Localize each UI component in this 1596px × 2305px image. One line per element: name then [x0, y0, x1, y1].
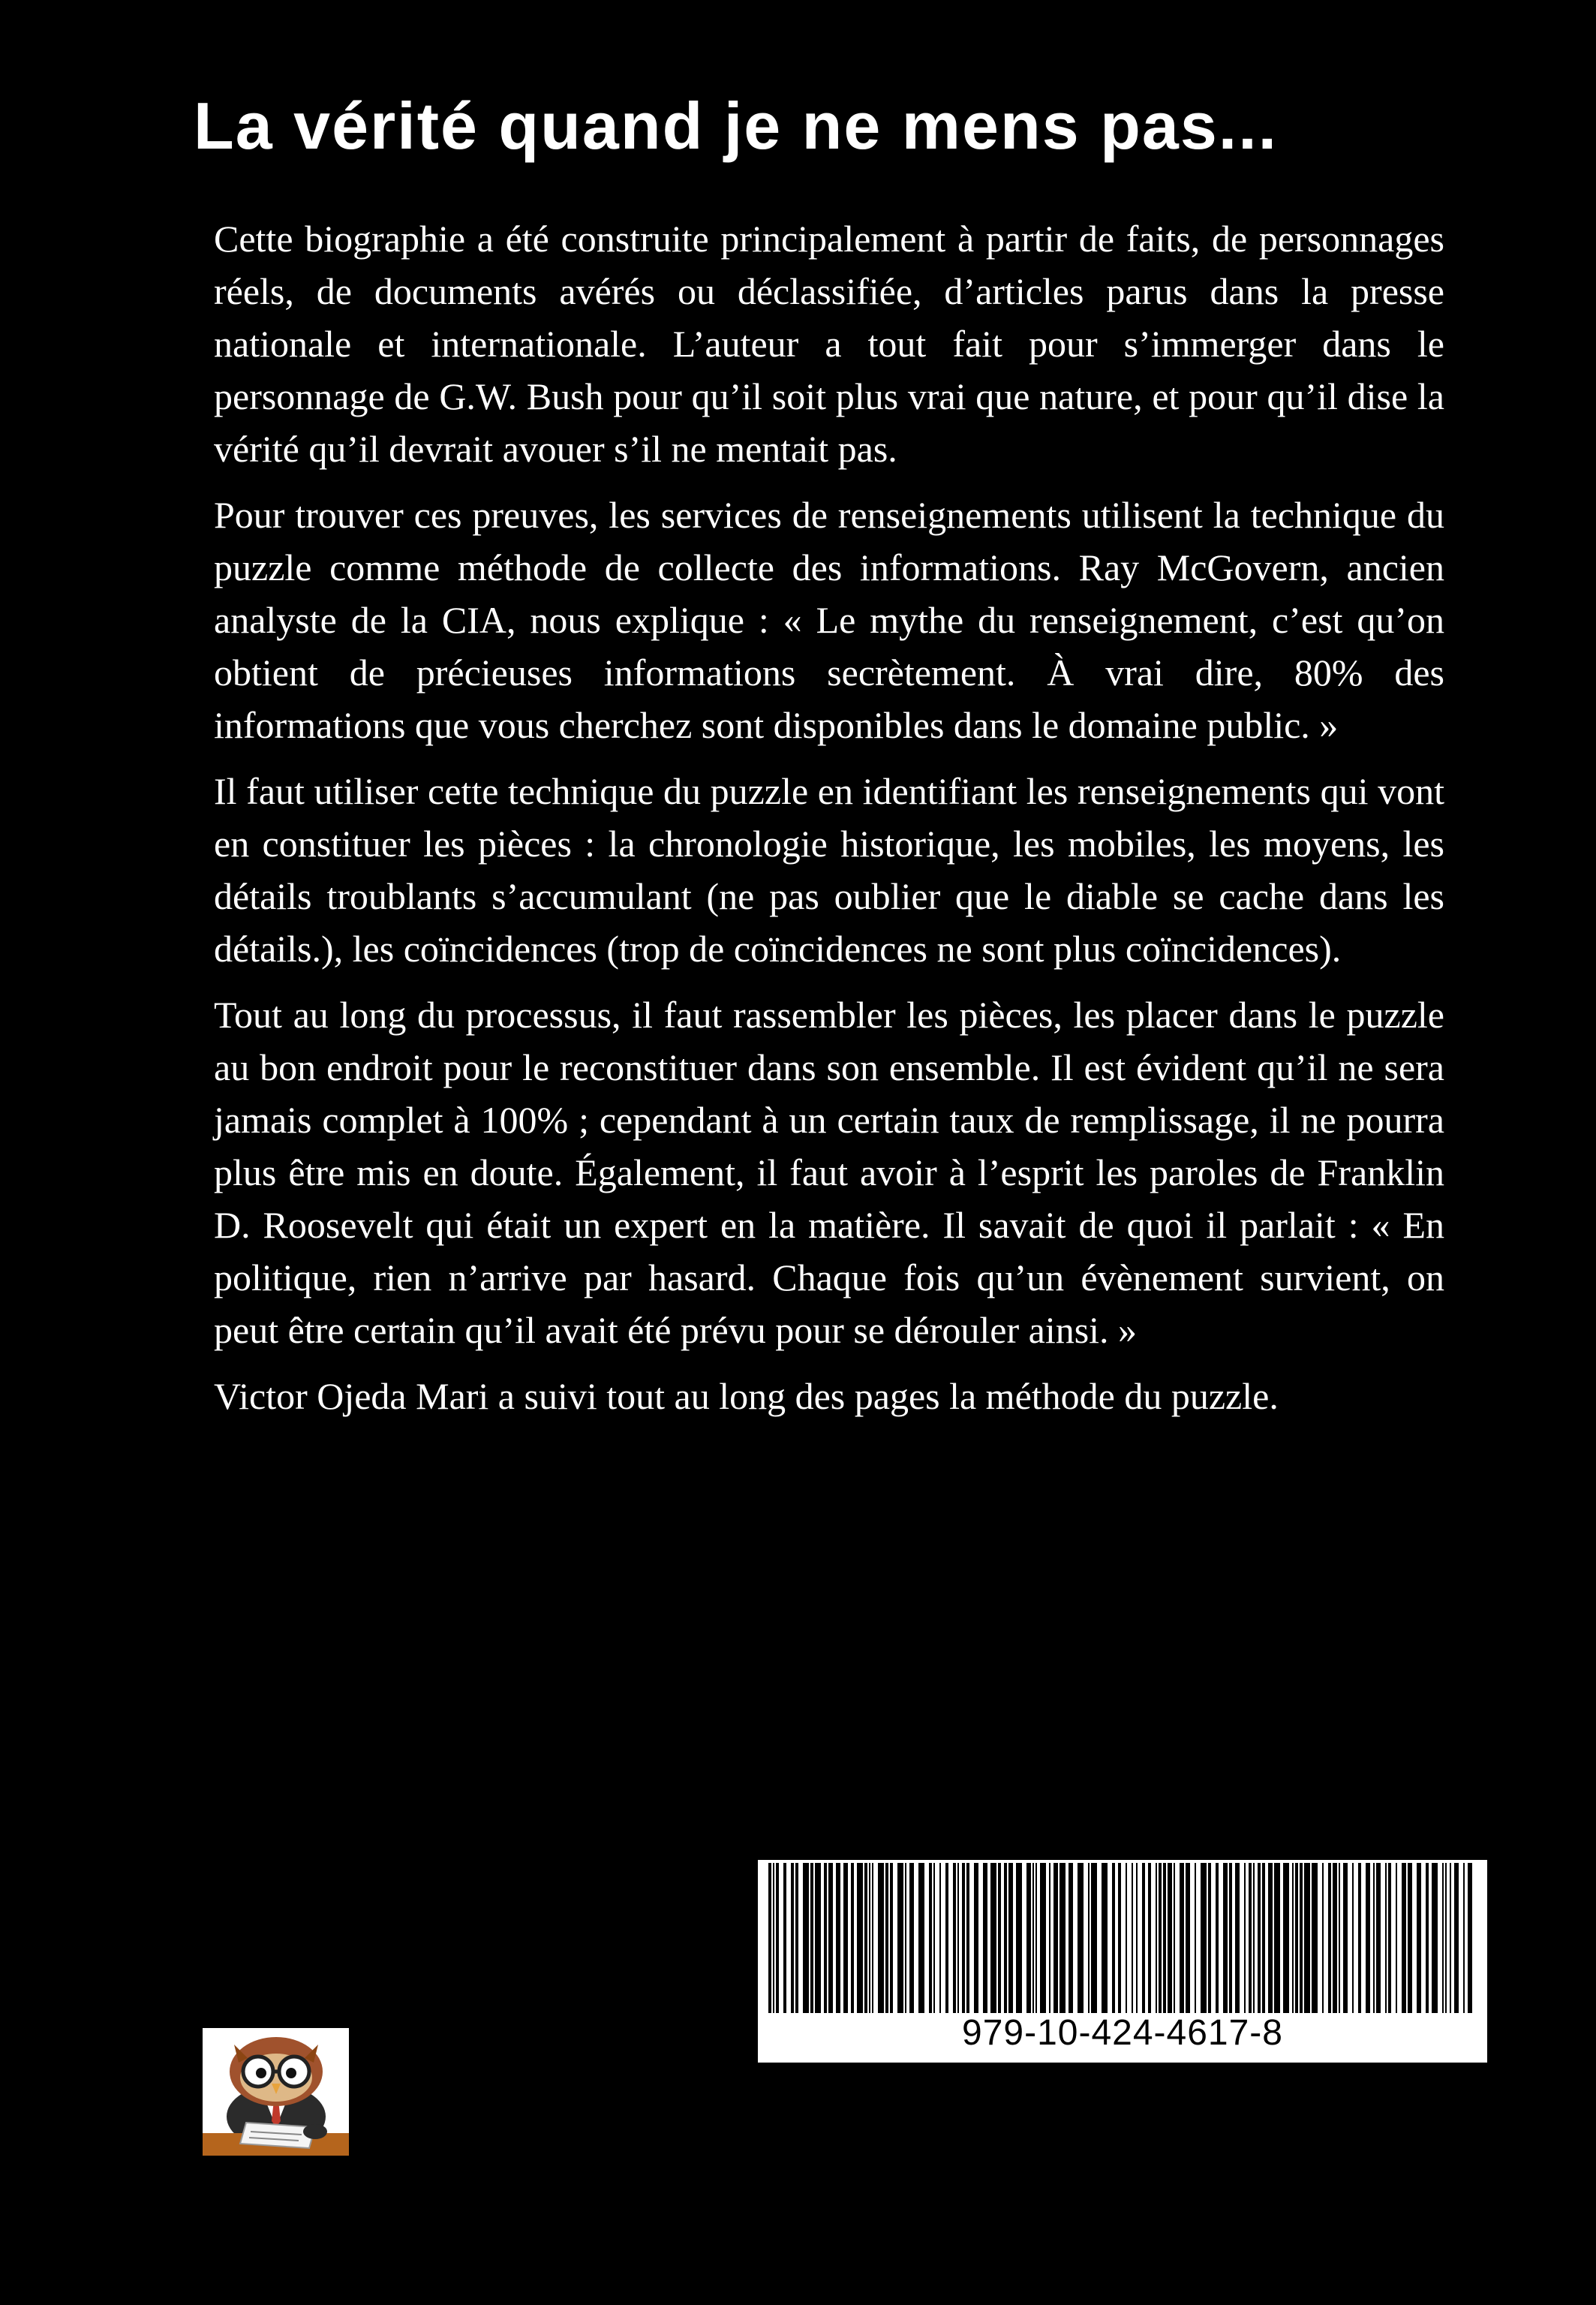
owl-reading-icon: [203, 2028, 349, 2156]
book-title: La vérité quand je ne mens pas...: [194, 89, 1279, 163]
blurb-paragraph: Il faut utiliser cette technique du puzzle en identifiant les renseignements qui vont en constituer les pièces : la chronologie historique, les mobiles, les moyens, les détails troublants s’accumulant (ne pas oublier que le diable se cache dans les détails.), les coïncidences (trop de coïncidences ne sont plus coïncidences).: [214, 770, 1444, 970]
isbn-barcode: [758, 1860, 1487, 2063]
blurb: [214, 212, 1444, 1436]
blurb-paragraph: Cette biographie a été construite principalement à partir de faits, de personnages réels, de documents avérés ou déclassifiée, d’articles parus dans la presse nationale et internationale. L’auteur a tout fait pour s’immerger dans le personnage de G.W. Bush pour qu’il soit plus vrai que nature, et pour qu’il dise la vérité qu’il devrait avouer s’il ne mentait pas.: [214, 218, 1444, 470]
blurb-paragraph: Pour trouver ces preuves, les services de renseignements utilisent la technique du puzzle comme méthode de collecte des informations. Ray McGovern, ancien analyste de la CIA, nous explique : « Le mythe du renseignement, c’est qu’on obtient de précieuses informations secrètement. À vrai dire, 80% des informations que vous cherchez sont disponibles dans le domaine public. »: [214, 494, 1444, 746]
blurb-paragraph: Tout au long du processus, il faut rassembler les pièces, les placer dans le puzzle au bon endroit pour le reconstituer dans son ensemble. Il est évident qu’il ne sera jamais complet à 100% ; cependant à un certain taux de remplissage, il ne pourra plus être mis en doute. Également, il faut avoir à l’esprit les paroles de Franklin D. Roosevelt qui était un expert en la matière. Il savait de quoi il parlait : « En politique, rien n’arrive par hasard. Chaque fois qu’un évènement survient, on peut être certain qu’il avait été prévu pour se dérouler ainsi. »: [214, 994, 1444, 1351]
barcode-bars: [768, 1863, 1477, 2013]
isbn-number: 979-10-424-4617-8: [962, 2013, 1283, 2053]
blurb-paragraph: Victor Ojeda Mari a suivi tout au long des pages la méthode du puzzle.: [214, 1375, 1279, 1417]
publisher-logo: [203, 2028, 349, 2156]
